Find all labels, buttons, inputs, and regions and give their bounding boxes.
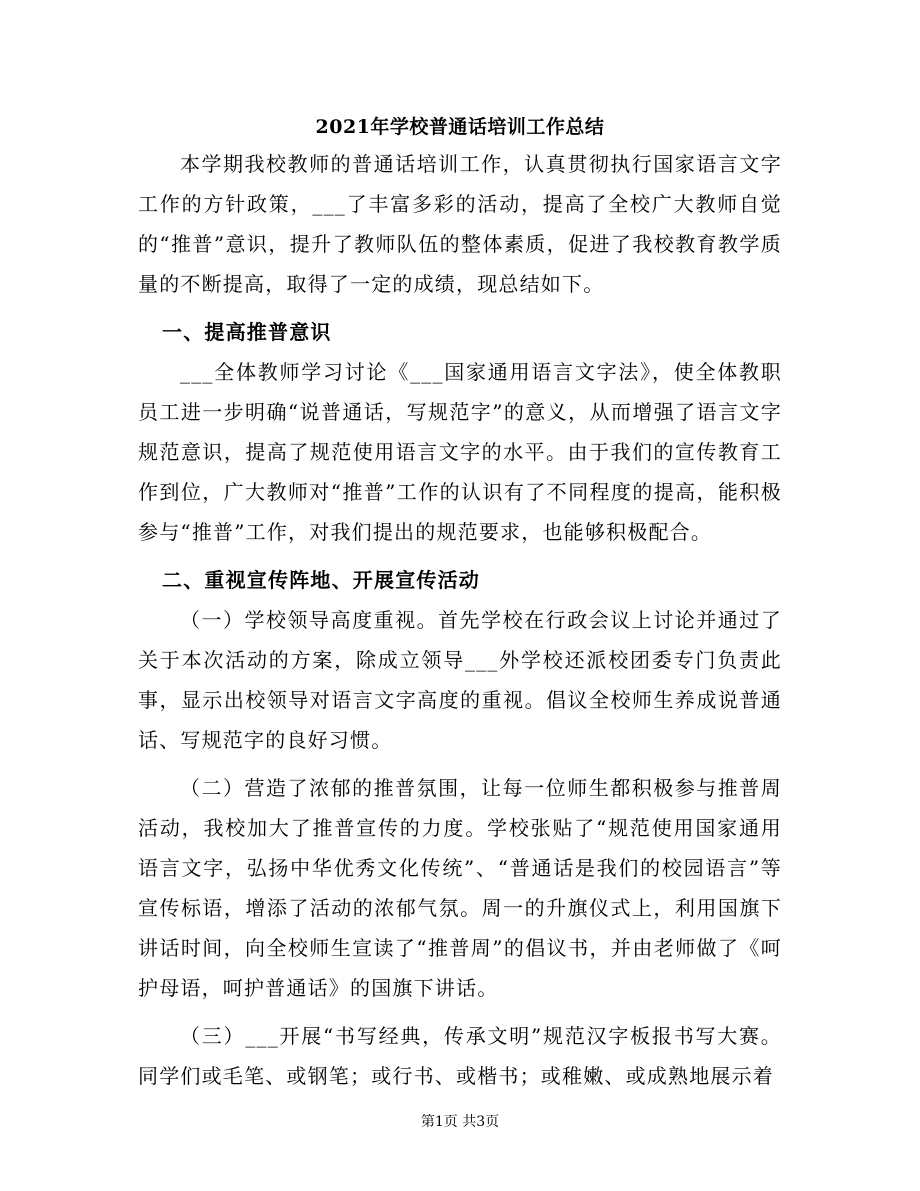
document-body [138,144,782,1096]
spacer [138,552,782,560]
section-2-paragraph-1: （一）学校领导高度重视。首先学校在行政会议上讨论并通过了关于本次活动的方案，除成立领导___外学校还派校团委专门负责此事，显示出校领导对语言文字高度的重视。倡议全校师生养成说普通话、写规范字的良好习惯。 [138,608,782,752]
spacer [138,304,782,312]
section-1-heading: 一、提高推普意识 [162,320,332,344]
page-number: 第1页 共3页 [420,1114,500,1130]
section-2-paragraph-2: （二）营造了浓郁的推普氛围，让每一位师生都积极参与推普周活动，我校加大了推普宣传的力度。学校张贴了“规范使用国家通用语言文字，弘扬中华优秀文化传统”、“普通话是我们的校园语言”等宣传标语，增添了活动的浓郁气氛。周一的升旗仪式上，利用国旗下讲话时间，向全校师生宣读了“推普周”的倡议书，并由老师做了《呵护母语，呵护普通话》的国旗下讲话。 [138,776,782,1000]
spacer [138,760,782,768]
section-1-paragraph: ___全体教师学习讨论《___国家通用语言文字法》，使全体教职员工进一步明确“说普通话，写规范字”的意义，从而增强了语言文字规范意识，提高了规范使用语言文字的水平。由于我们的宣传教育工作到位，广大教师对“推普”工作的认识有了不同程度的提高，能积极参与“推普”工作，对我们提出的规范要求，也能够积极配合。 [138,360,782,544]
spacer [138,1008,782,1016]
document-title: 2021年学校普通话培训工作总结 [315,116,605,138]
section-2-heading: 二、重视宣传阵地、开展宣传活动 [162,568,480,592]
section-2-paragraph-3: （三）___开展“书写经典，传承文明”规范汉字板报书写大赛。同学们或毛笔、或钢笔；或行书、或楷书；或稚嫩、或成熟地展示着 [138,1024,782,1088]
intro-paragraph: 本学期我校教师的普通话培训工作，认真贯彻执行国家语言文字工作的方针政策，___了丰富多彩的活动，提高了全校广大教师自觉的“推普”意识，提升了教师队伍的整体素质，促进了我校教育教学质量的不断提高，取得了一定的成绩，现总结如下。 [138,152,782,296]
